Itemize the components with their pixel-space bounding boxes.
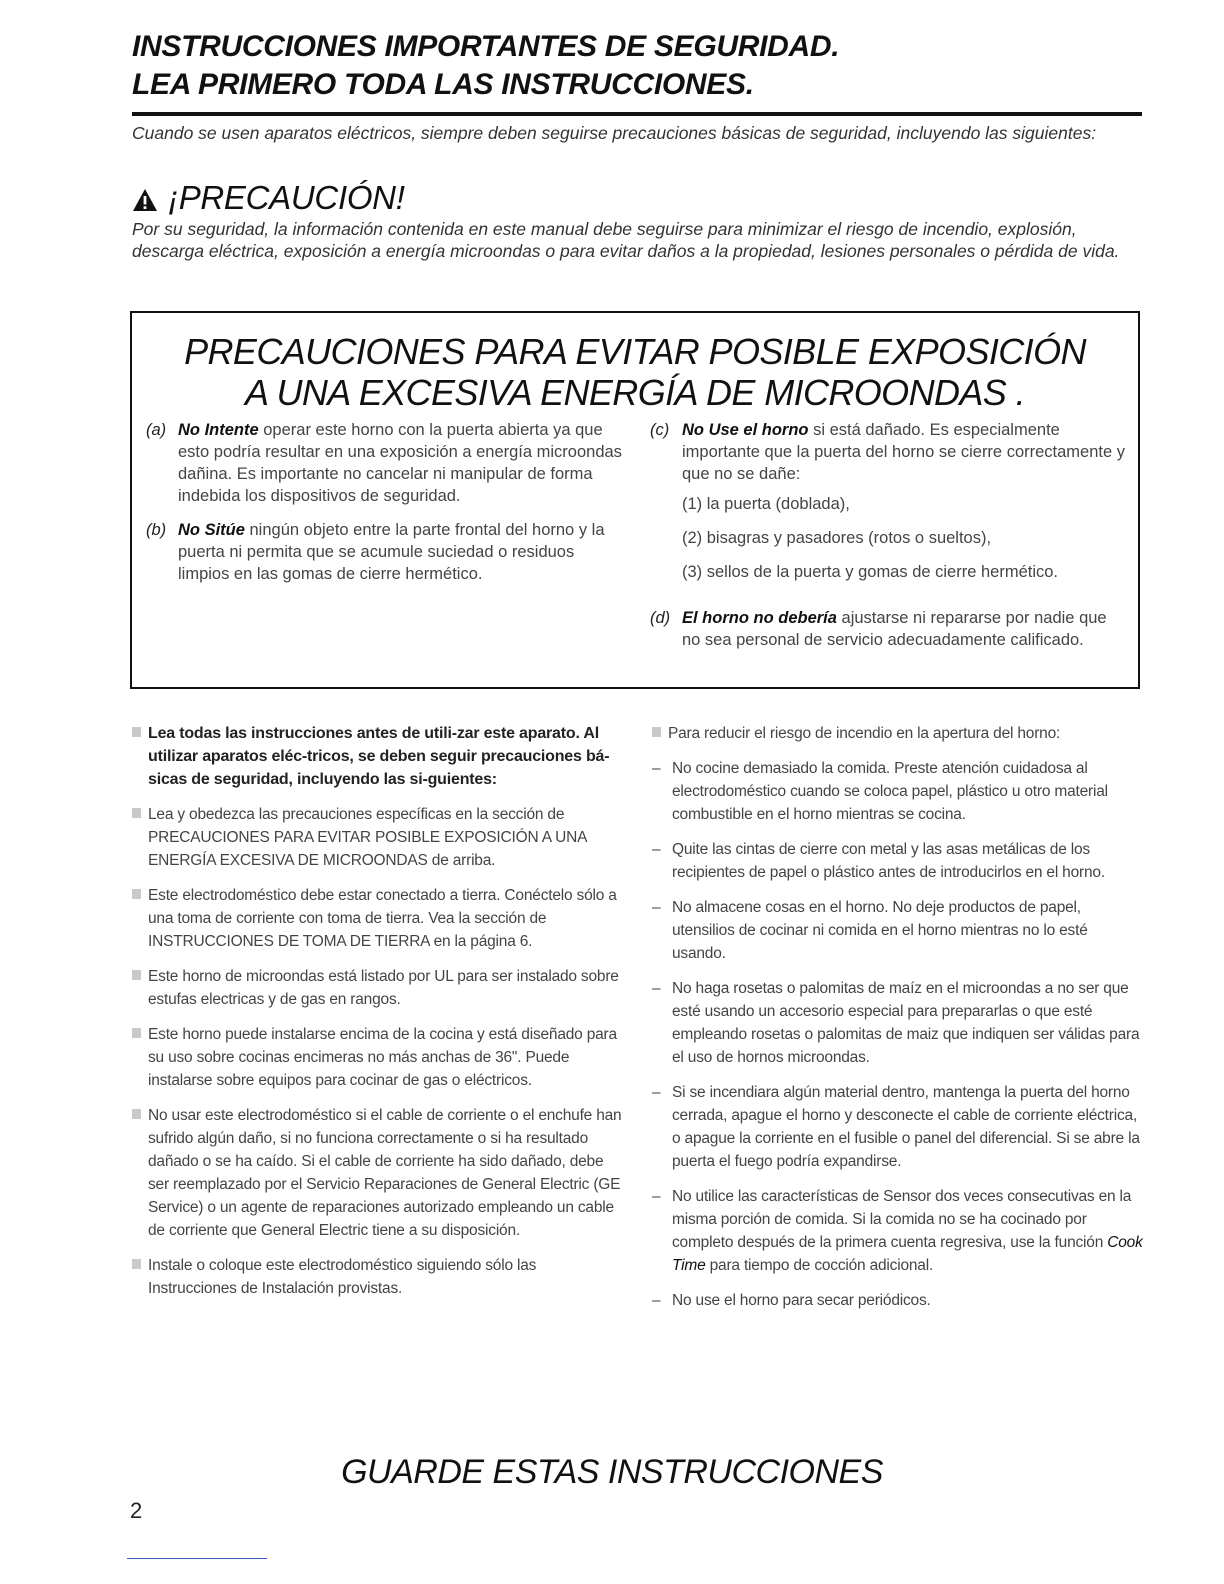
box-title bbox=[132, 331, 1138, 413]
dash-item: – Si se incendiara algún material dentro, mantenga la puerta del horno cerrada, apague el horno y desconecte el cable de corriente eléctrica, o apague la corriente en el fusible o panel del diferencial. Si se abre la puerta el fuego podría expandirse. bbox=[652, 1081, 1144, 1173]
title-line-1: INSTRUCCIONES IMPORTANTES DE SEGURIDAD. bbox=[132, 30, 840, 63]
dash-marker: – bbox=[652, 841, 661, 858]
box-subitem: (3) sellos de la puerta y gomas de cierre hermético. bbox=[682, 563, 1059, 581]
bullet-square-icon bbox=[132, 1023, 148, 1092]
left-instructions-list bbox=[132, 722, 622, 1312]
dash-marker: – bbox=[652, 899, 661, 916]
bullet-square-icon bbox=[132, 1104, 148, 1242]
list-item: No usar este electrodoméstico si el cable de corriente o el enchufe han sufrido algún daño, si no funciona correctamente o si ha resultado dañado o se ha caído. Si el cable de corriente ha sido dañado, debe ser reemplazado por el Servicio Reparaciones de General Electric (GE Service) o un agente de reparaciones autorizado empleando un cable de corriente que General Electric tiene a su disposición. bbox=[132, 1104, 622, 1242]
box-title-line-1: PRECAUCIONES PARA EVITAR POSIBLE EXPOSICIÓN bbox=[184, 331, 1086, 372]
box-item-lead: No Use el horno bbox=[682, 421, 809, 439]
bullet-square-icon bbox=[132, 1254, 148, 1300]
cook-time-label: Cook Time bbox=[672, 1234, 1143, 1274]
list-item: Lea todas las instrucciones antes de utili-zar este aparato. Al utilizar aparatos eléc-tricos, se deben seguir precauciones bá-sicas de seguridad, incluyendo las si-guientes: bbox=[132, 722, 622, 791]
box-item-lead: No Intente bbox=[178, 421, 259, 439]
box-item-c bbox=[650, 419, 1126, 595]
bullet-square-icon bbox=[132, 965, 148, 1011]
box-subitems bbox=[682, 493, 1126, 583]
dash-marker: – bbox=[652, 1084, 661, 1101]
caution-title: ¡PRECAUCIÓN! bbox=[168, 179, 405, 216]
list-item: Este horno puede instalarse encima de la cocina y está diseñado para su uso sobre cocinas encimeras no más anchas de 36". Puede instalarse sobre equipos para cocinar de gas o eléctricos. bbox=[132, 1023, 622, 1092]
box-item-a bbox=[146, 419, 626, 507]
box-item-text: operar este horno con la puerta abierta ya que esto podría resultar en una exposición a energía microondas dañina. Es importante no cancelar ni manipular de forma indebida los dispositivos de seguridad. bbox=[178, 421, 622, 505]
list-item: Lea y obedezca las precauciones específicas en la sección de PRECAUCIONES PARA EVITAR POSIBLE EXPOSICIÓN A UNA ENERGÍA EXCESIVA DE MICROONDAS de arriba. bbox=[132, 803, 622, 872]
microwave-exposure-box bbox=[130, 311, 1140, 689]
fire-risk-list bbox=[652, 722, 1144, 1324]
box-item-text: ningún objeto entre la parte frontal del horno y la puerta ni permita que se acumule suciedad o residuos limpios en las gomas de cierre hermético. bbox=[178, 521, 605, 583]
title-line-2: LEA PRIMERO TODA LAS INSTRUCCIONES. bbox=[132, 68, 754, 101]
box-item-label: (b) bbox=[146, 521, 167, 539]
sensor-text-before: No utilice las características de Sensor dos veces consecutivas en la misma porción de comida. Si la comida no se ha cocinado por completo después de la primera cuenta regresiva, use la función bbox=[672, 1188, 1132, 1251]
intro-text: Cuando se usen aparatos eléctricos, siempre deben seguirse precauciones básicas de seguridad, incluyendo las siguientes: bbox=[132, 123, 1097, 143]
footer-rule bbox=[127, 1558, 267, 1559]
box-title-line-2: A UNA EXCESIVA ENERGÍA DE MICROONDAS . bbox=[244, 372, 1026, 413]
box-item-b bbox=[146, 519, 626, 585]
box-column-left bbox=[146, 419, 626, 597]
box-item-lead: No Sitúe bbox=[178, 521, 245, 539]
dash-marker: – bbox=[652, 1292, 661, 1309]
dash-item: – No haga rosetas o palomitas de maíz en el microondas a no ser que esté usando un accesorio especial para prepararlas o que esté empleando rosetas o palomitas de maiz que indiquen ser válidas para el uso de hornos microondas. bbox=[652, 977, 1144, 1069]
page-title bbox=[132, 28, 1142, 104]
box-item-text: ajustarse ni repararse por nadie que no sea personal de servicio adecuadamente calificado. bbox=[682, 609, 1107, 649]
caution-text: Por su seguridad, la información contenida en este manual debe seguirse para minimizar el riesgo de incendio, explosión, descarga eléctrica, exposición a energía microondas o para evitar daños a la propiedad, lesiones personales o pérdida de vida. bbox=[132, 219, 1120, 261]
dash-item: – Quite las cintas de cierre con metal y las asas metálicas de los recipientes de papel o plástico antes de introducirlos en el horno. bbox=[652, 838, 1144, 884]
dash-item-sensor bbox=[652, 1185, 1144, 1277]
dash-item: – No cocine demasiado la comida. Preste atención cuidadosa al electrodoméstico cuando se coloca papel, plástico u otro material combustible en el horno mientras se cocina. bbox=[652, 757, 1144, 826]
box-subitem: (1) la puerta (doblada), bbox=[682, 495, 850, 513]
list-item: Instale o coloque este electrodoméstico siguiendo sólo las Instrucciones de Instalación provistas. bbox=[132, 1254, 622, 1300]
list-item: Para reducir el riesgo de incendio en la apertura del horno: bbox=[652, 722, 1144, 745]
dash-item: – No almacene cosas en el horno. No deje productos de papel, utensilios de cocinar ni comida en el horno mientras no lo esté usando. bbox=[652, 896, 1144, 965]
box-item-label: (d) bbox=[650, 609, 671, 627]
list-item: Este horno de microondas está listado por UL para ser instalado sobre estufas electricas y de gas en rangos. bbox=[132, 965, 622, 1011]
bullet-square-icon bbox=[652, 722, 668, 745]
footer-title: GUARDE ESTAS INSTRUCCIONES bbox=[341, 1453, 883, 1491]
sensor-text-after: para tiempo de cocción adicional. bbox=[705, 1257, 934, 1274]
dash-item: – No use el horno para secar periódicos. bbox=[652, 1289, 1144, 1312]
box-item-label: (a) bbox=[146, 421, 167, 439]
box-column-right bbox=[650, 419, 1126, 663]
dash-marker: – bbox=[652, 980, 661, 997]
box-item-lead: El horno no debería bbox=[682, 609, 837, 627]
title-rule bbox=[132, 112, 1142, 116]
dash-marker: – bbox=[652, 760, 661, 777]
box-item-label: (c) bbox=[650, 421, 670, 439]
caution-heading bbox=[132, 178, 405, 218]
bullet-square-icon bbox=[132, 803, 148, 872]
box-item-text: si está dañado. Es especialmente importante que la puerta del horno se cierre correctamente y que no se dañe: bbox=[682, 421, 1125, 483]
page-number: 2 bbox=[130, 1498, 143, 1523]
bullet-square-icon bbox=[132, 722, 148, 791]
warning-triangle-icon bbox=[132, 188, 158, 212]
box-subitem: (2) bisagras y pasadores (rotos o sueltos), bbox=[682, 529, 992, 547]
dash-marker: – bbox=[652, 1188, 661, 1205]
list-item: Este electrodoméstico debe estar conectado a tierra. Conéctelo sólo a una toma de corriente con toma de tierra. Vea la sección de INSTRUCCIONES DE TOMA DE TIERRA en la página 6. bbox=[132, 884, 622, 953]
box-item-d bbox=[650, 607, 1126, 651]
bullet-square-icon bbox=[132, 884, 148, 953]
